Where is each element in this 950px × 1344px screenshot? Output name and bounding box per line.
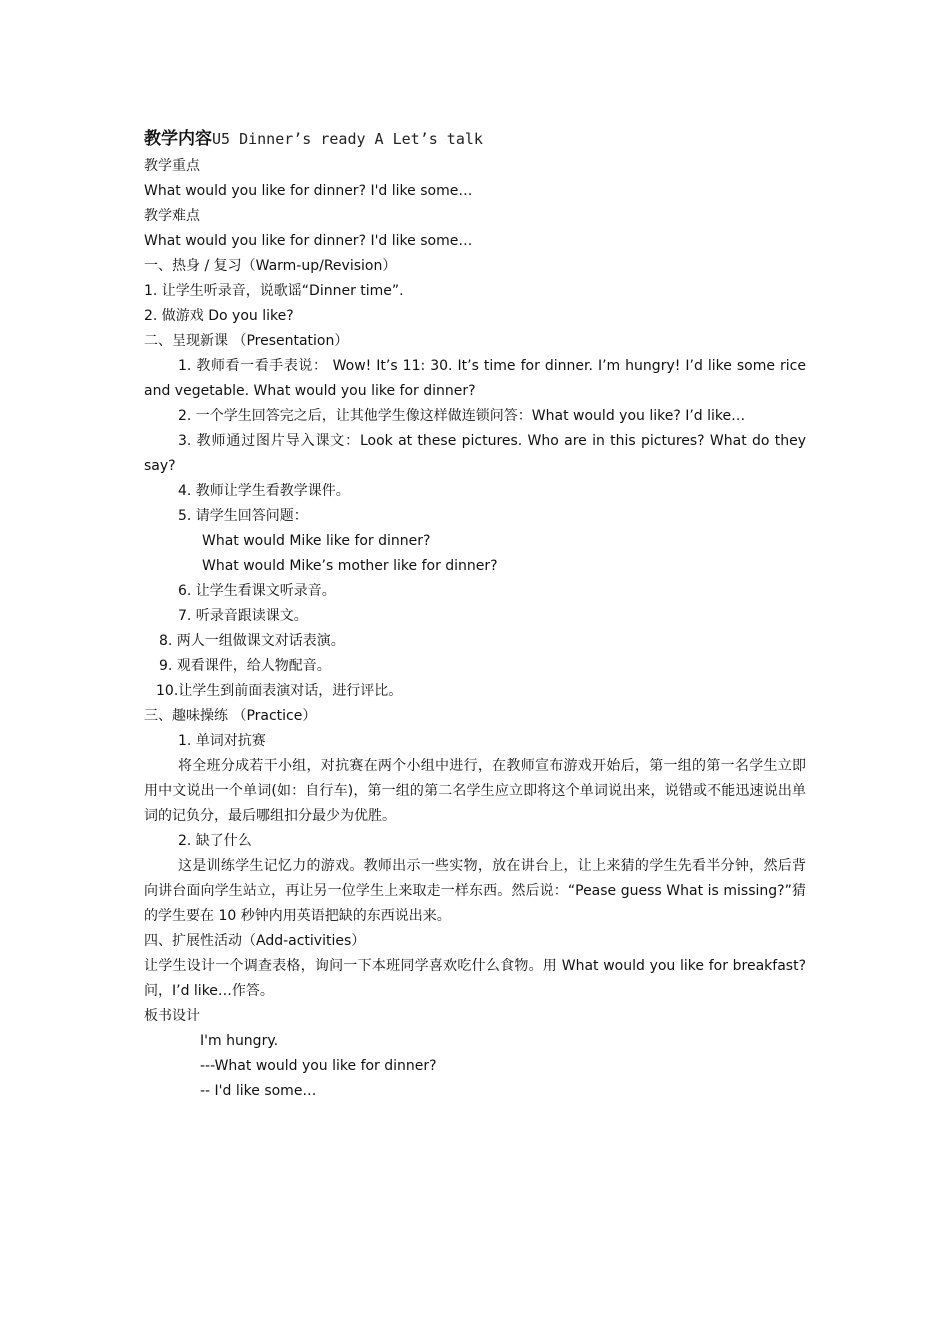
presentation-item-8: 8. 两人一组做课文对话表演。 <box>159 633 345 649</box>
board-line-2: ---What would you like for dinner? <box>200 1058 437 1074</box>
practice-heading: 三、趣味操练 （Practice） <box>144 708 317 724</box>
warmup-item-2: 2. 做游戏 Do you like? <box>144 308 294 324</box>
board-line-1: I'm hungry. <box>200 1033 279 1049</box>
game-1-title: 1. 单词对抗赛 <box>178 733 266 749</box>
question-2: What would Mike’s mother like for dinner? <box>202 558 498 574</box>
difficulty-label: 教学难点 <box>144 208 200 224</box>
presentation-item-10: 10.让学生到前面表演对话，进行评比。 <box>156 683 403 699</box>
game-2-title: 2. 缺了什么 <box>178 833 252 849</box>
warmup-item-1: 1. 让学生听录音，说歌谣“Dinner time”. <box>144 283 404 299</box>
presentation-item-4: 4. 教师让学生看教学课件。 <box>178 483 350 499</box>
presentation-heading: 二、呈现新课 （Presentation） <box>144 333 349 349</box>
board-heading: 板书设计 <box>144 1008 200 1024</box>
presentation-item-9: 9. 观看课件，给人物配音。 <box>159 658 331 674</box>
presentation-item-3: 3. 教师通过图片导入课文：Look at these pictures. Who are in this pictures? What do they say? <box>144 433 806 474</box>
game-1-text: 将全班分成若干小组，对抗赛在两个小组中进行，在教师宣布游戏开始后，第一组的第一名学生立即用中文说出一个单词(如：自行车)，第一组的第二名学生应立即将这个单词说出来，说错或不能迅速说出单词的记负分，最后哪组扣分最少为优胜。 <box>144 758 806 824</box>
board-line-3: -- I'd like some… <box>200 1083 317 1099</box>
question-1: What would Mike like for dinner? <box>202 533 431 549</box>
presentation-item-1: 1. 教师看一看手表说： Wow! It’s 11: 30. It’s time for dinner. I’m hungry! I’d like some rice and vegetable. What would you like for dinner? <box>144 358 806 399</box>
addon-text: 让学生设计一个调查表格，询问一下本班同学喜欢吃什么食物。用 What would you like for breakfast?问，I’d like…作答。 <box>144 958 806 999</box>
title-cn: 教学内容 <box>144 129 212 149</box>
focus-label: 教学重点 <box>144 158 200 174</box>
presentation-item-2: 2. 一个学生回答完之后，让其他学生像这样做连锁问答：What would you like? I’d like… <box>178 408 746 424</box>
page-title <box>144 124 806 154</box>
addon-heading: 四、扩展性活动（Add-activities） <box>144 933 366 949</box>
presentation-item-6: 6. 让学生看课文听录音。 <box>178 583 336 599</box>
title-en: U5 Dinner’s ready A Let’s talk <box>212 130 483 148</box>
presentation-item-7: 7. 听录音跟读课文。 <box>178 608 308 624</box>
presentation-item-5: 5. 请学生回答问题： <box>178 508 308 524</box>
focus-text: What would you like for dinner? I'd like some… <box>144 183 473 199</box>
lesson-plan-body <box>144 124 806 1104</box>
warmup-heading: 一、热身 / 复习（Warm-up/Revision） <box>144 258 397 274</box>
difficulty-text: What would you like for dinner? I'd like some… <box>144 233 473 249</box>
game-2-text: 这是训练学生记忆力的游戏。教师出示一些实物，放在讲台上，让上来猜的学生先看半分钟，然后背向讲台面向学生站立，再让另一位学生上来取走一样东西。然后说：“Pease guess What is missing?”猜的学生要在 10 秒钟内用英语把缺的东西说出来。 <box>144 858 806 924</box>
